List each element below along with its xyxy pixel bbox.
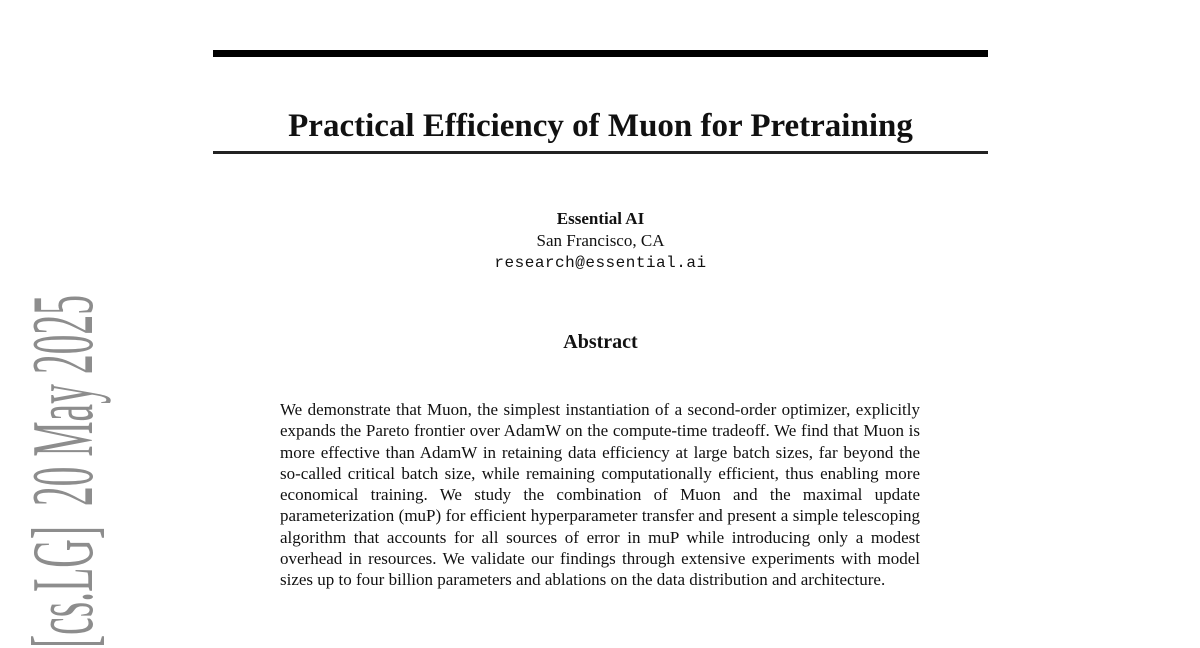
- author-email: research@essential.ai: [494, 254, 707, 272]
- abstract-text: We demonstrate that Muon, the simplest instantiation of a second-order optimizer, explicitly expands the Pareto frontier over AdamW on the compute-time tradeoff. We find that Muon is more effective than AdamW in retaining data efficiency at large batch sizes, far beyond the so-called critical batch size, while remaining computationally efficient, thus enabling more economical training. We study the combination of Muon and the maximal update parameterization (muP) for efficient hyperparameter transfer and present a simple telescoping algorithm that accounts for all sources of error in muP while introducing only a modest overhead in resources. We validate our findings through extensive experiments with model sizes up to four billion parameters and ablations on the data distribution and architecture.: [280, 400, 920, 590]
- author-block: [213, 208, 988, 274]
- title-rule-bottom: [213, 151, 988, 154]
- title-rule-top: [213, 50, 988, 57]
- author-name: Essential AI: [556, 209, 645, 228]
- abstract-heading: Abstract: [563, 331, 638, 353]
- arxiv-stamp: [cs.LG] 20 May 2025: [15, 294, 112, 648]
- author-location: San Francisco, CA: [536, 231, 665, 250]
- paper-title: Practical Efficiency of Muon for Pretraining: [288, 108, 913, 145]
